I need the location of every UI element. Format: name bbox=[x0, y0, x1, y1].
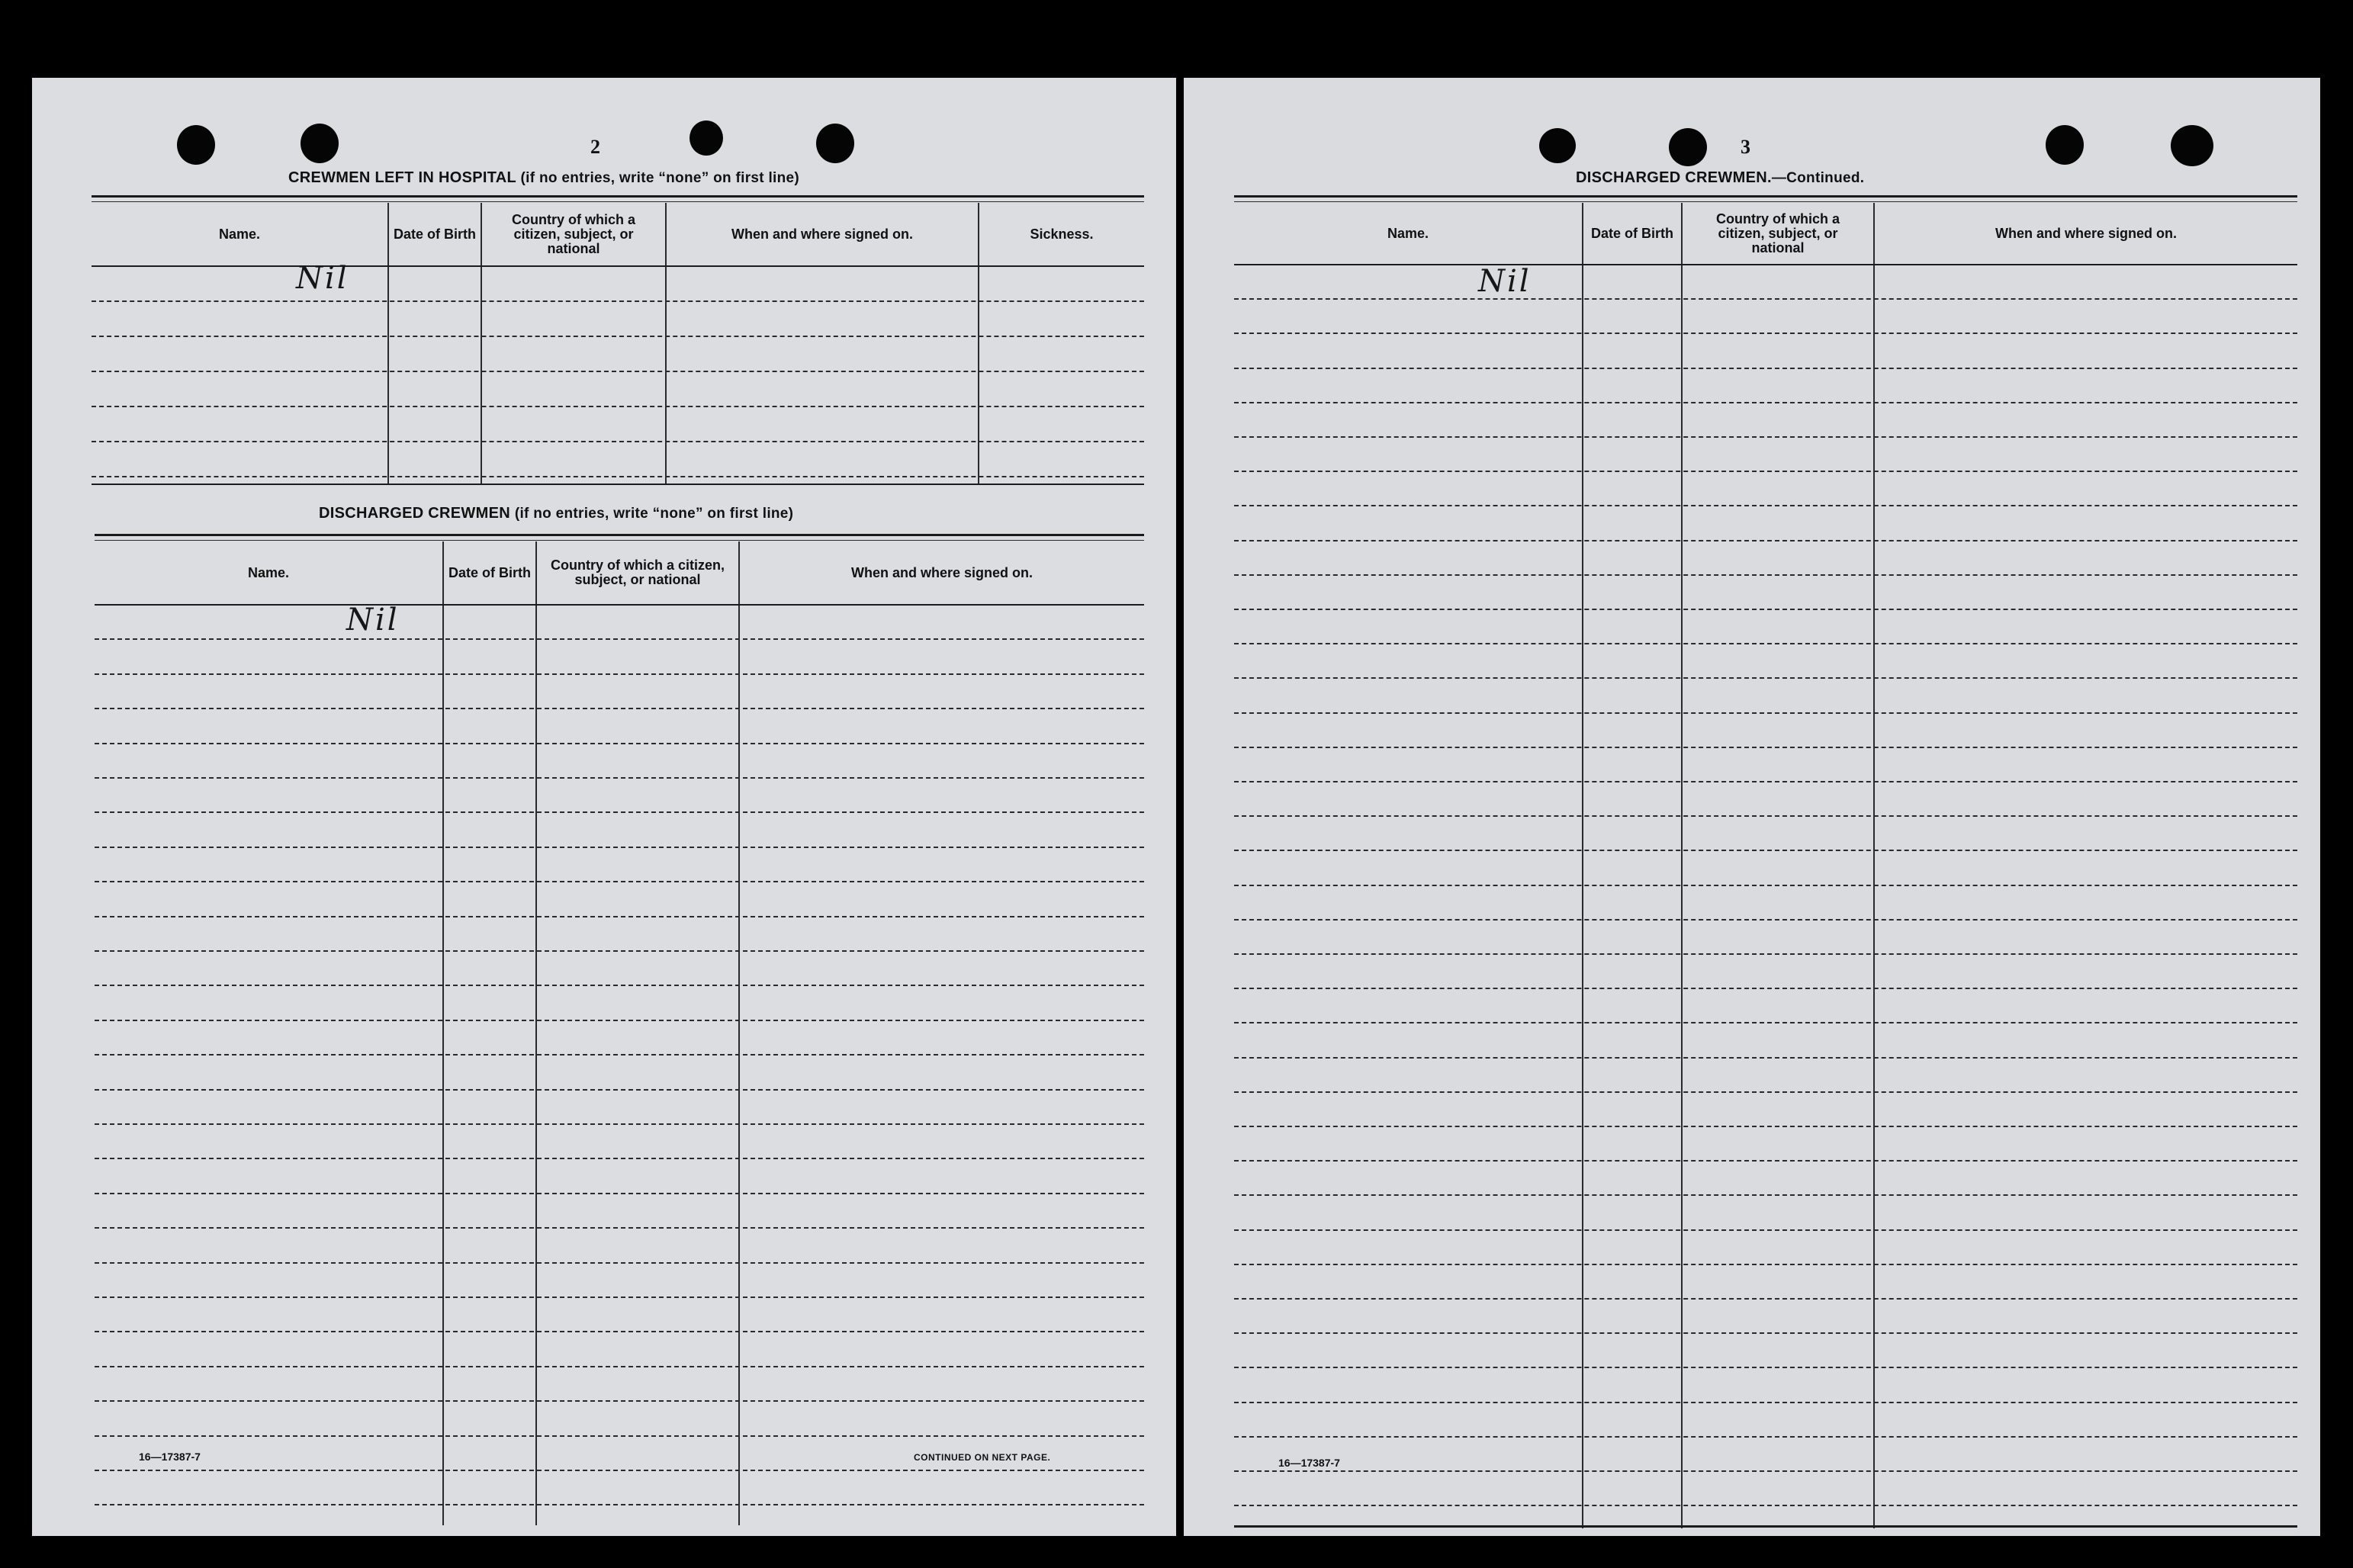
entry-line bbox=[1234, 643, 2297, 644]
entry-line bbox=[95, 1054, 1144, 1056]
entry-line bbox=[95, 1193, 1144, 1194]
rule bbox=[1234, 201, 2297, 202]
entry-line bbox=[95, 1262, 1144, 1264]
form-number: 16—17387-7 bbox=[139, 1451, 201, 1463]
entry-line bbox=[1234, 781, 2297, 782]
entry-line bbox=[1234, 1229, 2297, 1231]
binder-hole bbox=[1669, 128, 1707, 166]
rule bbox=[95, 534, 1144, 536]
entry-line bbox=[95, 916, 1144, 917]
entry-line bbox=[1234, 505, 2297, 506]
entry-line bbox=[1234, 1470, 2297, 1472]
bottom-rule bbox=[92, 484, 1144, 485]
continued-note: CONTINUED ON NEXT PAGE. bbox=[914, 1452, 1051, 1463]
col-header-dob: Date of Birth bbox=[394, 226, 476, 242]
hospital-title-text: CREWMEN LEFT IN HOSPITAL bbox=[288, 169, 516, 186]
discharged-title-suffix: —Continued. bbox=[1771, 170, 1865, 186]
col-header-name: Name. bbox=[218, 226, 261, 242]
entry-line bbox=[1234, 1194, 2297, 1196]
entry-line bbox=[1234, 1402, 2297, 1403]
entry-line bbox=[92, 441, 1144, 442]
entry-line bbox=[1234, 1057, 2297, 1059]
entry-line bbox=[92, 336, 1144, 337]
discharged-title-subtitle: (if no entries, write “none” on first line) bbox=[514, 506, 794, 522]
entry-line bbox=[1234, 1436, 2297, 1438]
entry-line bbox=[95, 1089, 1144, 1091]
entry-line bbox=[1234, 1332, 2297, 1334]
right-page bbox=[1184, 78, 2320, 1536]
entry-line bbox=[95, 1296, 1144, 1298]
col-header-name: Name. bbox=[1387, 225, 1429, 241]
binder-hole bbox=[2171, 125, 2213, 166]
handwritten-nil: Nil bbox=[296, 261, 349, 296]
entry-line bbox=[92, 476, 1144, 477]
entry-line bbox=[95, 743, 1144, 744]
entry-line bbox=[1234, 1091, 2297, 1093]
bottom-rule bbox=[1234, 1525, 2297, 1528]
entry-line bbox=[1234, 540, 2297, 541]
col-header-name: Name. bbox=[247, 564, 290, 580]
hospital-table bbox=[92, 203, 1144, 485]
col-header-dob: Date of Birth bbox=[1591, 225, 1673, 241]
entry-line bbox=[1234, 850, 2297, 851]
col-header-signed-on: When and where signed on. bbox=[1995, 225, 2178, 241]
entry-line bbox=[95, 847, 1144, 848]
col-header-country: Country of which a citizen, subject, or national bbox=[512, 211, 635, 256]
entry-line bbox=[92, 371, 1144, 372]
handwritten-nil: Nil bbox=[346, 602, 400, 638]
rule bbox=[95, 540, 1144, 541]
hospital-section-title bbox=[288, 169, 799, 187]
binder-hole bbox=[690, 120, 723, 156]
entry-line bbox=[1234, 988, 2297, 989]
entry-lines bbox=[92, 265, 1144, 484]
col-header-country: Country of which a citizen, subject, or national bbox=[1716, 210, 1840, 255]
entry-line bbox=[1234, 1264, 2297, 1265]
entry-line bbox=[1234, 609, 2297, 610]
discharged-title-text: DISCHARGED CREWMEN bbox=[319, 505, 510, 522]
binder-hole bbox=[1539, 128, 1576, 163]
entry-line bbox=[92, 406, 1144, 407]
entry-line bbox=[95, 1227, 1144, 1229]
rule bbox=[92, 195, 1144, 198]
entry-line bbox=[95, 1400, 1144, 1402]
binder-hole bbox=[2046, 125, 2084, 165]
entry-line bbox=[1234, 298, 2297, 300]
entry-line bbox=[1234, 471, 2297, 472]
entry-line bbox=[1234, 1298, 2297, 1300]
entry-line bbox=[1234, 333, 2297, 334]
form-number: 16—17387-7 bbox=[1278, 1457, 1340, 1469]
binder-hole bbox=[301, 124, 339, 163]
discharged-table bbox=[95, 541, 1144, 1525]
handwritten-nil: Nil bbox=[1478, 264, 1532, 299]
entry-line bbox=[1234, 402, 2297, 403]
discharged-section-title bbox=[319, 505, 793, 522]
entry-line bbox=[95, 1366, 1144, 1367]
entry-line bbox=[95, 881, 1144, 882]
entry-line bbox=[1234, 1022, 2297, 1023]
entry-line bbox=[1234, 368, 2297, 369]
entry-line bbox=[95, 811, 1144, 813]
entry-line bbox=[1234, 574, 2297, 576]
col-header-dob: Date of Birth bbox=[448, 564, 531, 580]
entry-line bbox=[95, 777, 1144, 779]
entry-line bbox=[1234, 1160, 2297, 1162]
binder-hole bbox=[177, 125, 215, 165]
entry-line bbox=[1234, 1126, 2297, 1127]
rule bbox=[1234, 195, 2297, 198]
entry-lines bbox=[95, 604, 1144, 1524]
entry-lines bbox=[1234, 264, 2297, 1525]
binder-hole bbox=[816, 124, 854, 163]
entry-line bbox=[1234, 815, 2297, 817]
page-number: 3 bbox=[1741, 136, 1750, 158]
entry-line bbox=[95, 985, 1144, 986]
discharged-table bbox=[1234, 203, 2297, 1528]
entry-line bbox=[95, 1331, 1144, 1332]
entry-line bbox=[95, 1158, 1144, 1159]
entry-line bbox=[1234, 953, 2297, 955]
entry-line bbox=[95, 638, 1144, 640]
page-number: 2 bbox=[590, 136, 600, 158]
left-page bbox=[32, 78, 1176, 1536]
discharged-title-text: DISCHARGED CREWMEN. bbox=[1576, 169, 1772, 186]
discharged-continued-title bbox=[1576, 169, 1864, 187]
col-header-sickness: Sickness. bbox=[1030, 226, 1094, 242]
entry-line bbox=[1234, 677, 2297, 679]
entry-line bbox=[95, 1123, 1144, 1125]
entry-line bbox=[1234, 1505, 2297, 1506]
entry-line bbox=[92, 300, 1144, 302]
entry-line bbox=[95, 1504, 1144, 1505]
entry-line bbox=[95, 708, 1144, 709]
col-header-signed-on: When and where signed on. bbox=[731, 226, 914, 242]
entry-line bbox=[95, 950, 1144, 952]
entry-line bbox=[1234, 1367, 2297, 1368]
entry-line bbox=[95, 1470, 1144, 1471]
entry-line bbox=[95, 1435, 1144, 1437]
entry-line bbox=[1234, 919, 2297, 921]
entry-line bbox=[1234, 436, 2297, 438]
entry-line bbox=[95, 673, 1144, 675]
entry-line bbox=[95, 1020, 1144, 1021]
entry-line bbox=[1234, 747, 2297, 748]
rule bbox=[92, 201, 1144, 202]
hospital-title-subtitle: (if no entries, write “none” on first line) bbox=[520, 170, 800, 186]
col-header-country: Country of which a citizen, subject, or national bbox=[550, 557, 725, 587]
entry-line bbox=[1234, 885, 2297, 886]
col-header-signed-on: When and where signed on. bbox=[850, 564, 1033, 580]
entry-line bbox=[1234, 712, 2297, 714]
